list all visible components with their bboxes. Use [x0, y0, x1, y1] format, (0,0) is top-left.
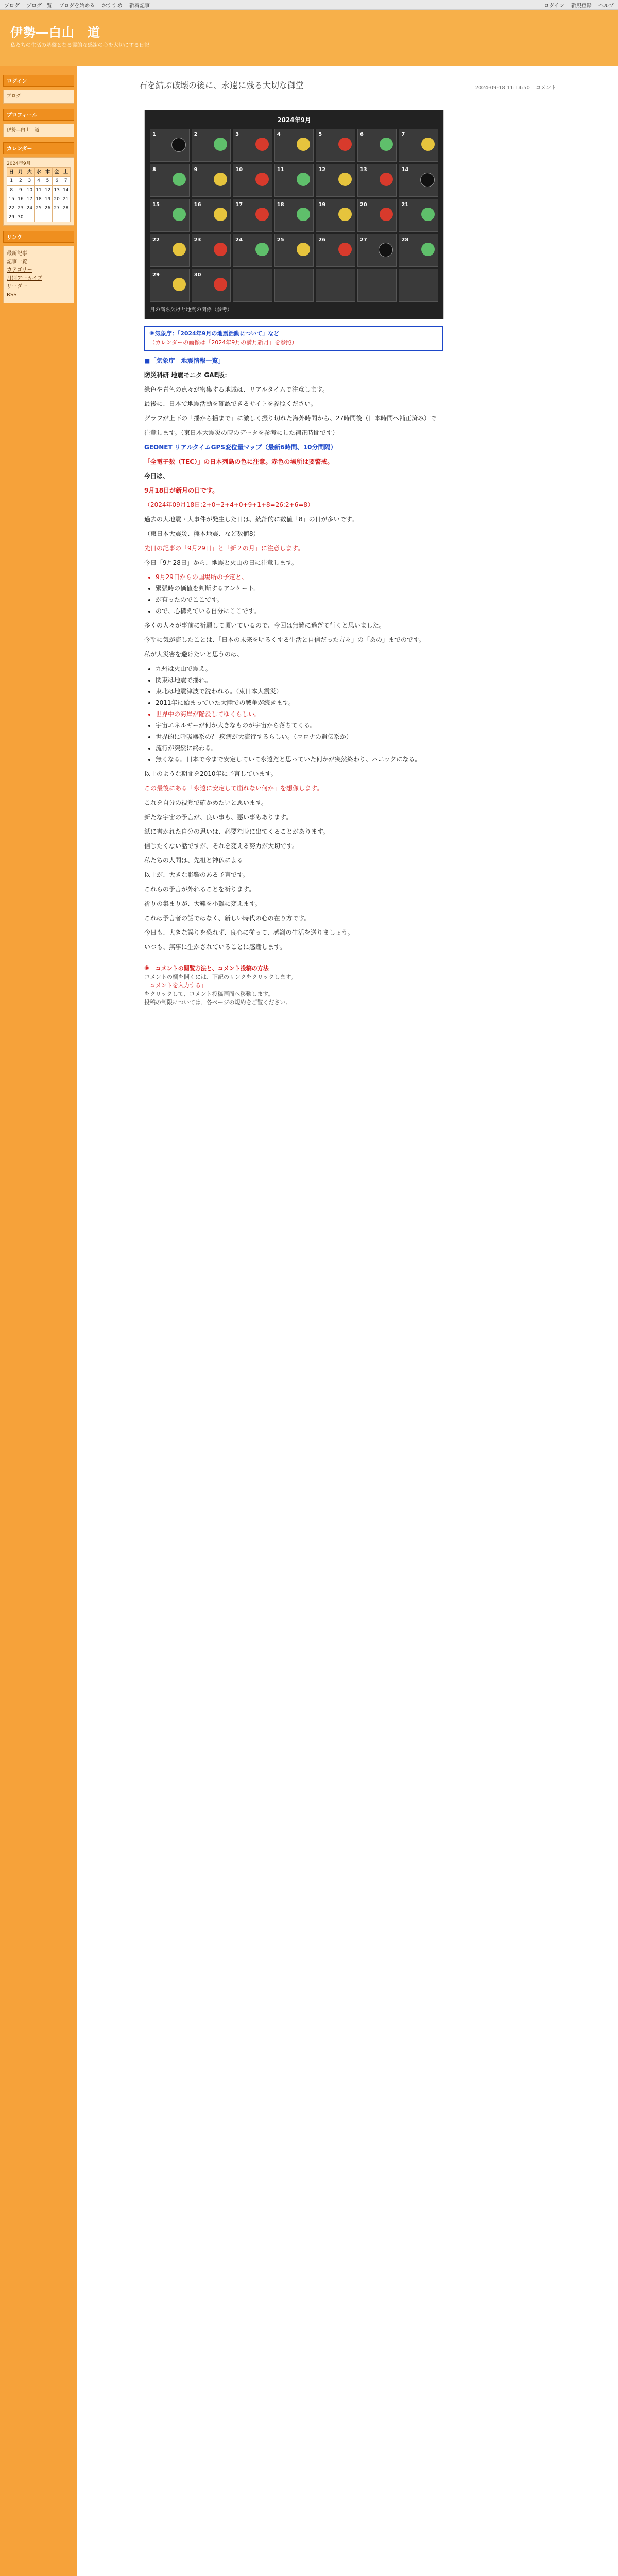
- bullet-item: • 世界的に呼吸器系の？ 疾病が大流行するらしい。（コロナの遺伝系か）: [156, 732, 551, 741]
- sidebar-link-category[interactable]: カテゴリー: [7, 267, 32, 274]
- para-p16: 私たちの人間は、先祖と神仏による: [144, 857, 244, 864]
- cal-day[interactable]: 15: [7, 195, 16, 204]
- calendar-cell: [150, 269, 190, 302]
- cal-day[interactable]: 21: [61, 195, 71, 204]
- calendar-cell: [399, 129, 438, 162]
- calendar-cell-day: 25: [277, 237, 284, 243]
- para-p14: 紙に書かれた自分の思いは、必要な時に出てくることがあります。: [144, 828, 330, 835]
- calendar-cell-day: 7: [401, 132, 405, 138]
- blog-subtitle: 私たちの生活の基盤となる霊的な感謝の心を大切にする日記: [10, 43, 149, 48]
- cal-day[interactable]: 29: [7, 213, 16, 222]
- moon-icon: [255, 208, 269, 221]
- calendar-cell: [192, 234, 231, 267]
- moon-icon: [380, 173, 393, 186]
- calendar-cell-day: 14: [401, 167, 409, 173]
- cal-day[interactable]: 8: [7, 185, 16, 195]
- cal-day[interactable]: [61, 213, 71, 222]
- cal-day[interactable]: 19: [43, 195, 53, 204]
- calendar-cell-day: 28: [401, 237, 409, 243]
- moon-icon: [171, 138, 186, 152]
- para-p21: これらの予言が外れることを祈ります。: [144, 886, 255, 893]
- calendar-cell-day: 22: [152, 237, 160, 243]
- para-p6: 注意します。（東日本大震災の時のデータを参考にした補正時間です）: [144, 429, 339, 436]
- sidebar-link-archive[interactable]: 月別アーカイブ: [7, 276, 42, 282]
- calendar-cell: [192, 164, 231, 197]
- para-today-calc: （2024年09月18日:2+0+2+4+0+9+1+8=26:2+6=8）: [144, 501, 314, 509]
- calendar-cell: [399, 234, 438, 267]
- sidebar-calendar-table: [7, 167, 71, 223]
- moon-icon: [214, 278, 227, 291]
- bullet-item: • 緊張時の価値を判断するアンケート。: [156, 584, 551, 593]
- moon-icon: [214, 208, 227, 221]
- comment-notes-title: ※ コメントの閲覧方法と、コメント投稿の方法: [144, 965, 269, 972]
- calendar-cell: [150, 129, 190, 162]
- entry-body: [139, 94, 556, 1018]
- calendar-cell: [192, 269, 231, 302]
- blog-header: [0, 10, 618, 66]
- calendar-cell-day: 15: [152, 202, 160, 208]
- bullet-item: • 宇宙エネルギーが何か大きなものが宇宙から落ちてくる。: [156, 721, 551, 730]
- calendar-cell: [399, 269, 438, 302]
- calendar-cell: [399, 164, 438, 197]
- sidebar-calendar-title: カレンダー: [3, 142, 74, 154]
- topbar-signup[interactable]: 新規登録: [571, 3, 592, 9]
- topbar-link-new[interactable]: 新着記事: [129, 3, 150, 9]
- calendar-cell: [316, 199, 355, 232]
- sidebar-profile-box: [3, 124, 74, 138]
- cal-day[interactable]: [43, 213, 53, 222]
- cal-wed: 水: [34, 167, 43, 177]
- moon-icon: [421, 243, 435, 256]
- cal-mon: 月: [16, 167, 25, 177]
- sidebar-login-text: ブログ: [7, 94, 21, 99]
- bullet-item: • 無くなる。日本で今まで安定していて永遠だと思っていた何かが突然終わり、パニックになる。: [156, 755, 551, 764]
- para-p12: これを自分の視覚で確かめたいと思います。: [144, 799, 268, 806]
- calendar-cell-day: 17: [235, 202, 243, 208]
- cal-day[interactable]: 5: [43, 177, 53, 186]
- para-p20: 以上が、大きな影響のある予言です。: [144, 871, 249, 878]
- para-geonet-link[interactable]: GEONET リアルタイムGPS変位量マップ（最新6時間、10分間隔）: [144, 444, 337, 451]
- info-line-1: ※気象庁：「2024年9月の地震活動について」など: [149, 330, 280, 337]
- moon-icon: [255, 243, 269, 256]
- para-p25: 今日も、大きな誤りを恐れず、良心に従って、感謝の生活を送りましょう。: [144, 929, 354, 936]
- sidebar-login-box: [3, 90, 74, 104]
- layout: [0, 66, 618, 2576]
- cal-day[interactable]: 3: [25, 177, 35, 186]
- calendar-cell-day: 1: [152, 132, 156, 138]
- para-tec-text: 「全電子数（TEC）」の日本列島の色に注意。赤色の場所は要警戒。: [144, 458, 334, 465]
- calendar-cell-day: 21: [401, 202, 409, 208]
- calendar-cell: [316, 129, 355, 162]
- calendar-cell-day: 9: [194, 167, 198, 173]
- cal-sun: 日: [7, 167, 16, 177]
- calendar-cell: [357, 129, 397, 162]
- topbar-link-recommend[interactable]: おすすめ: [101, 3, 123, 9]
- calendar-cell: [357, 234, 397, 267]
- entry-meta: [471, 83, 556, 91]
- main: [77, 66, 618, 2576]
- sidebar-link-list[interactable]: 記事一覧: [7, 259, 27, 265]
- bullet-item: • 流行が突然に終わる。: [156, 743, 551, 753]
- para-gae: [144, 370, 551, 380]
- calendar-cell: [357, 269, 397, 302]
- para-next-line: 今日「9月28日」から、地震と火山の日に注意します。: [144, 559, 298, 566]
- moon-icon: [338, 243, 352, 256]
- calendar-cell-day: 26: [318, 237, 326, 243]
- cal-day[interactable]: 27: [52, 204, 61, 213]
- moon-icon: [380, 138, 393, 151]
- moon-icon: [338, 173, 352, 186]
- calendar-cell-day: 8: [152, 167, 156, 173]
- para-next-title: 先日の記事の「9月29日」と「新２の月」に注意します。: [144, 545, 304, 552]
- entry-date: 2024-09-18 11:14:50: [475, 85, 530, 91]
- para-geonet: [144, 443, 551, 452]
- blog-title[interactable]: 伊勢―白山 道: [10, 25, 100, 40]
- moon-icon: [297, 243, 310, 256]
- moon-icon: [338, 138, 352, 151]
- cal-day[interactable]: 18: [34, 195, 43, 204]
- moon-icon: [173, 243, 186, 256]
- cal-day[interactable]: 22: [7, 204, 16, 213]
- calendar-cell-day: 12: [318, 167, 326, 173]
- comment-notes-line1: コメントの欄を開くには、下記のリンクをクリックします。: [144, 973, 297, 980]
- moon-icon: [297, 208, 310, 221]
- sidebar-profile-text: 伊勢―白山 道: [7, 127, 40, 133]
- para-prev: 過去の大地震・大事件が発生した日は、統計的に数値「8」の日が多いです。: [144, 516, 358, 523]
- bullet-item: • 世界中の海岸が陥没してゆくらしい。: [156, 709, 551, 719]
- cal-day[interactable]: 28: [61, 204, 71, 213]
- cal-day[interactable]: 9: [16, 185, 25, 195]
- info-line-2: （カレンダーの画像は「2024年9月の満月新月」を参照）: [149, 338, 298, 346]
- cal-day[interactable]: 25: [34, 204, 43, 213]
- calendar-cell: [274, 269, 314, 302]
- topbar-help[interactable]: ヘルプ: [598, 3, 614, 9]
- cal-day[interactable]: 16: [16, 195, 25, 204]
- para-quake-info-link[interactable]: ■「気象庁 地震情報一覧」: [144, 357, 225, 364]
- calendar-cell-day: 13: [359, 167, 367, 173]
- info-box: [144, 326, 443, 351]
- calendar-cell: [233, 269, 272, 302]
- calendar-cell: [357, 199, 397, 232]
- para-p27: いつも、無事に生かされていることに感謝します。: [144, 943, 286, 951]
- para-p7: 多くの人々が事前に祈願して頂いているので、今回は無難に過ぎて行くと思いました。: [144, 622, 385, 629]
- cal-day[interactable]: 11: [34, 185, 43, 195]
- calendar-cell-day: 10: [235, 167, 243, 173]
- topbar-link-blog-list[interactable]: ブログ一覧: [26, 3, 53, 9]
- topbar-links: [4, 1, 155, 9]
- moon-icon: [338, 208, 352, 221]
- cal-fri: 金: [52, 167, 61, 177]
- para-prev2: （東日本大震災、熊本地震、など数値8）: [144, 530, 260, 537]
- bullet-item: • 関東は地震で揺れ。: [156, 675, 551, 685]
- moon-icon: [380, 208, 393, 221]
- para-quake-info: [144, 356, 551, 365]
- moon-icon: [214, 243, 227, 256]
- moon-icon: [173, 173, 186, 186]
- bullet-item: • 九州は火山で震え。: [156, 664, 551, 673]
- site-topbar: [0, 0, 618, 10]
- moon-icon: [297, 138, 310, 151]
- topbar-link-start[interactable]: ブログを始める: [59, 3, 95, 9]
- calendar-cell-day: 27: [359, 237, 367, 243]
- calendar-cell: [233, 199, 272, 232]
- calendar-cell-day: 30: [194, 272, 201, 278]
- cal-day[interactable]: [34, 213, 43, 222]
- calendar-cell-day: 24: [235, 237, 243, 243]
- calendar-cell-day: 3: [235, 132, 239, 138]
- cal-day[interactable]: [52, 213, 61, 222]
- para-p3: 緑色や青色の点々が密集する地域は、リアルタイムで注意します。: [144, 386, 329, 393]
- moon-icon: [173, 278, 186, 291]
- moon-icon: [421, 138, 435, 151]
- comment-notes-line3: をクリックして、コメント投稿画面へ移動します。: [144, 990, 274, 997]
- sidebar-profile-title: プロフィール: [3, 109, 74, 121]
- cal-sat: 土: [61, 167, 71, 177]
- calendar-cell: [192, 199, 231, 232]
- cal-day[interactable]: 14: [61, 185, 71, 195]
- moon-icon: [214, 173, 227, 186]
- moon-icon: [420, 173, 435, 187]
- calendar-cell: [233, 164, 272, 197]
- para-p5-text: グラフが上下の「揺から揺まで」に激しく振り切れた海外時間から、27時間後（日本時間へ補正済み）で: [144, 415, 437, 422]
- para-today-title: 今日は、: [144, 472, 169, 480]
- calendar-cell: [274, 234, 314, 267]
- calendar-cell: [316, 164, 355, 197]
- calendar-cell: [150, 234, 190, 267]
- sidebar-link-rss[interactable]: RSS: [7, 292, 17, 298]
- calendar-cell-day: 29: [152, 272, 160, 278]
- calendar-cell: [192, 129, 231, 162]
- calendar-image: [144, 110, 444, 319]
- sidebar-login-title: ログイン: [3, 75, 74, 87]
- cal-day[interactable]: 13: [52, 185, 61, 195]
- calendar-cell: [316, 269, 355, 302]
- sidebar-link-reader[interactable]: リーダー: [7, 284, 27, 290]
- bullet-item: • ので、心構えている自分にここです。: [156, 606, 551, 616]
- bullet-list-1: [156, 572, 551, 616]
- calendar-cell: [357, 164, 397, 197]
- para-today-line: 9月18日が新月の日です。: [144, 487, 219, 494]
- calendar-image-title: 2024年9月: [277, 116, 311, 124]
- para-p9: 私が大災害を避けたいと思うのは、: [144, 651, 244, 658]
- bullet-item: • 9月29日からの国場所の予定と、: [156, 572, 551, 582]
- cal-thu: 木: [43, 167, 53, 177]
- calendar-cell: [150, 199, 190, 232]
- cal-day[interactable]: 23: [16, 204, 25, 213]
- calendar-cell-day: 23: [194, 237, 201, 243]
- para-p4: 最後に、日本で地震活動を確認できるサイトを参照ください。: [144, 400, 317, 408]
- bullet-list-2: [156, 664, 551, 764]
- comment-notes-line4: 投稿の制限については、各ページの規約をご覧ください。: [144, 999, 291, 1006]
- calendar-cell-day: 20: [359, 202, 367, 208]
- moon-icon: [379, 243, 393, 257]
- calendar-cell-day: 16: [194, 202, 201, 208]
- calendar-cell: [274, 164, 314, 197]
- blog-entry: [139, 79, 556, 1018]
- topbar-right: [539, 1, 614, 9]
- calendar-cell: [399, 199, 438, 232]
- bullet-item: • が有ったのでここです。: [156, 595, 551, 604]
- comment-notes-line2[interactable]: 「コメントを入力する」: [144, 982, 207, 989]
- comment-notes: [144, 959, 551, 1007]
- para-p22: 祈りの集まりが、大難を小難に変えます。: [144, 900, 262, 907]
- cal-day[interactable]: [25, 213, 35, 222]
- sidebar-calendar-month: 2024年9月: [7, 161, 31, 167]
- cal-day[interactable]: 24: [25, 204, 35, 213]
- para-p8: 今朝に気が流したことは、「日本の未来を明るくする生活と自信だった方々」の「あの」までのです。: [144, 636, 425, 643]
- cal-day[interactable]: 12: [43, 185, 53, 195]
- calendar-cell: [316, 234, 355, 267]
- bullet-item: • 東北は地震津波で洗われる。（東日本大震災）: [156, 687, 551, 696]
- calendar-grid: [150, 129, 438, 302]
- calendar-cell: [233, 234, 272, 267]
- moon-icon: [214, 138, 227, 151]
- para-p5: [144, 414, 551, 423]
- sidebar: [0, 66, 77, 2576]
- sidebar-link-latest[interactable]: 最新記事: [7, 251, 27, 257]
- para-p23: これは予言者の話ではなく、新しい時代の心の在り方です。: [144, 914, 311, 922]
- cal-day[interactable]: 2: [16, 177, 25, 186]
- cal-day[interactable]: 30: [16, 213, 25, 222]
- cal-day[interactable]: 17: [25, 195, 35, 204]
- calendar-cell-day: 2: [194, 132, 198, 138]
- sidebar-links-title: リンク: [3, 231, 74, 243]
- cal-day[interactable]: 4: [34, 177, 43, 186]
- calendar-cell: [233, 129, 272, 162]
- moon-icon: [297, 173, 310, 186]
- calendar-cell-day: 11: [277, 167, 284, 173]
- moon-icon: [173, 208, 186, 221]
- cal-day[interactable]: 20: [52, 195, 61, 204]
- moon-icon: [255, 138, 269, 151]
- bullet-item: • 2011年に始まっていた大陸での戦争が続きます。: [156, 698, 551, 707]
- entry-comment-link[interactable]: コメント: [536, 85, 556, 91]
- entry-title[interactable]: 石を結ぶ破壊の後に、永遠に残る大切な御堂: [139, 80, 304, 90]
- moon-icon: [255, 173, 269, 186]
- cal-tue: 火: [25, 167, 35, 177]
- cal-day[interactable]: 26: [43, 204, 53, 213]
- para-p13: 新たな宇宙の予言が、良い事も、悪い事もあります。: [144, 814, 293, 821]
- para-p15: 信じたくない話ですが、それを変える努力が大切です。: [144, 842, 299, 850]
- cal-day[interactable]: 6: [52, 177, 61, 186]
- calendar-cell-day: 5: [318, 132, 322, 138]
- calendar-footer: 月の満ち欠けと地震の関係（参考）: [150, 307, 232, 313]
- para-gae-text: 防災科研 地震モニタ GAE版：: [144, 371, 231, 379]
- sidebar-calendar-box: [3, 157, 74, 226]
- para-p11: この最後にある「永遠に安定して崩れない何か」を想像します。: [144, 785, 323, 792]
- calendar-cell: [150, 164, 190, 197]
- calendar-cell-day: 6: [359, 132, 364, 138]
- topbar-link-blog[interactable]: ブログ: [4, 3, 20, 9]
- moon-icon: [421, 208, 435, 221]
- sidebar-links-box: [3, 246, 74, 303]
- para-p10: 以上のような期間を2010年に予言しています。: [144, 770, 277, 777]
- calendar-cell-day: 4: [277, 132, 281, 138]
- calendar-cell: [274, 199, 314, 232]
- cal-day[interactable]: 7: [61, 177, 71, 186]
- cal-day[interactable]: 1: [7, 177, 16, 186]
- calendar-cell: [274, 129, 314, 162]
- calendar-cell-day: 18: [277, 202, 284, 208]
- para-tec: [144, 457, 551, 466]
- cal-day[interactable]: 10: [25, 185, 35, 195]
- entry-header: [139, 79, 556, 94]
- topbar-login[interactable]: ログイン: [544, 3, 564, 9]
- calendar-cell-day: 19: [318, 202, 326, 208]
